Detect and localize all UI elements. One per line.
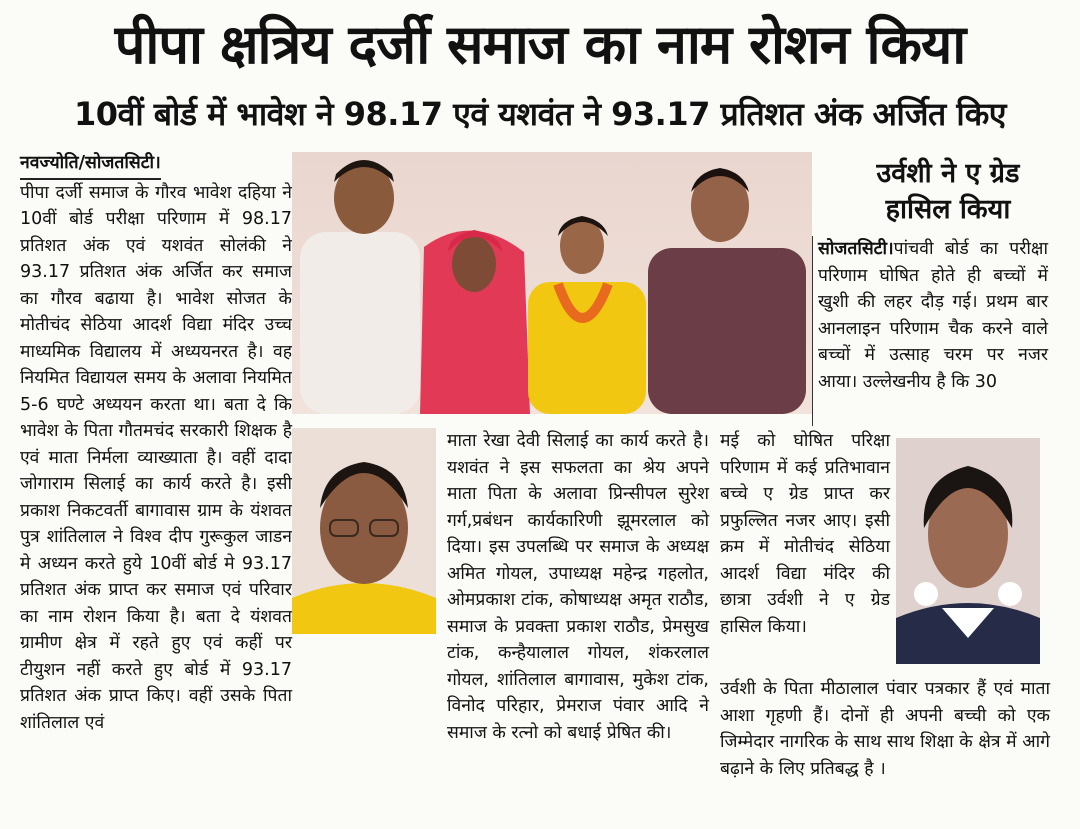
group-photo — [292, 152, 812, 414]
article2-column-c — [720, 676, 1050, 782]
article2-body-a: पांचवी बोर्ड का परीक्षा परिणाम घोषित होते ही बच्चों में खुशी की लहर दौड़ गई। प्रथम बार आनलाइन परिणाम चैक करने वाले बच्चों में उत्साह चरम पर नजर आया। उल्लेखनीय है कि 30 — [818, 239, 1048, 392]
article2-title-line2: हासिल किया — [885, 194, 1011, 225]
article2-body-b: मई को घोषित परिक्षा परिणाम में कई प्रतिभावान बच्चे ए ग्रेड प्राप्त कर प्रफुल्लित नजर आए। इसी क्रम में मोतीचंद सेठिया आदर्श विद्या मंदिर की छात्रा उर्वशी ने ए ग्रेड हासिल किया। — [720, 431, 890, 637]
article-body-col2: माता रेखा देवी सिलाई का कार्य करते है। यशवंत ने इस सफलता का श्रेय अपने माता पिता के अलावा प्रिन्सीपल सुरेश गर्ग,प्रबंधन कार्यकारिणी झूमरलाल को दिया। इस उपलब्धि पर समाज के अध्यक्ष अमित गोयल, उपाध्यक्ष महेन्द्र गहलोत, ओमप्रकाश टांक, कोषाध्यक्ष अमृत राठौड, समाज के प्रवक्ता प्रकाश राठौड, प्रेमसुख टांक, कन्हैयालाल गोयल, शंकरलाल गोयल, शांतिलाल बागावास, मुकेश टांक, विनोद परिहार, प्रेमराज पंवार आदि ने समाज के रत्नो को बधाई प्रेषित की। — [447, 431, 709, 743]
article2-column-b — [720, 428, 890, 640]
group-photo-image — [292, 152, 812, 414]
article2-title-line1: उर्वशी ने ए ग्रेड — [876, 158, 1020, 189]
article2-body-c: उर्वशी के पिता मीठालाल पंवार पत्रकार हैं एवं माता आशा गृहणी हैं। दोनों ही अपनी बच्ची को एक जिम्मेदार नागरिक के साथ साथ शिक्षा के क्षेत्र में आगे बढ़ाने के लिए प्रतिबद्ध है । — [720, 679, 1050, 779]
article-column-1 — [20, 150, 292, 736]
headline: पीपा क्षत्रिय दर्जी समाज का नाम रोशन किया — [114, 13, 966, 76]
subheadline: 10वीं बोर्ड में भावेश ने 98.17 एवं यशवंत ने 93.17 प्रतिशत अंक अर्जित किए — [74, 95, 1006, 133]
column-divider — [812, 236, 813, 426]
article2-title — [818, 156, 1078, 228]
article2-dateline: सोजतसिटी। — [818, 239, 894, 259]
portrait-photo-urvashi — [896, 438, 1040, 664]
urvashi-portrait-image — [896, 438, 1040, 664]
article-column-2 — [447, 428, 709, 746]
article-body-col1: पीपा दर्जी समाज के गौरव भावेश दहिया ने 10वीं बोर्ड परीक्षा परिणाम में 98.17 प्रतिशत अंक एवं यशवंत सोलंकी ने 93.17 प्रतिशत अंक अर्जित कर समाज का गौरव बढाया है। भावेश सोजत के मोतीचंद सेठिया आदर्श विद्या मंदिर उच्च माध्यमिक विद्यालय में अध्ययनरत है। वह नियमित विद्यायल समय के अलावा नियमित 5-6 घण्टे अध्ययन करता था। बता दे कि भावेश के पिता गौतमचंद सरकारी शिक्षक है एवं माता निर्मला व्याख्याता है। वहीं दादा जोगाराम सिलाई का कार्य करते है। इसी प्रकाश निकटवर्ती बागावास ग्राम के यंशवत पुत्र शांतिलाल ने विश्व दीप गुरूकुल जाडन मे अध्यन करते हुये 10वीं बोर्ड मे 93.17 प्रतिशत अंक प्राप्त कर समाज एवं परिवार का नाम रोशन किया है। बता दे यंशवत ग्रामीण क्षेत्र में रहते हुए एवं कहीं पर टीयुशन नहीं करते हुए बोर्ड में 93.17 प्रतिशत अंक प्राप्त किए। वहीं उसके पिता शांतिलाल एवं — [20, 182, 292, 733]
article-dateline: नवज्योति/सोजतसिटी। — [20, 150, 161, 180]
portrait-image — [292, 428, 436, 634]
article2-column-a — [818, 236, 1048, 395]
portrait-photo-yashwant — [292, 428, 436, 634]
